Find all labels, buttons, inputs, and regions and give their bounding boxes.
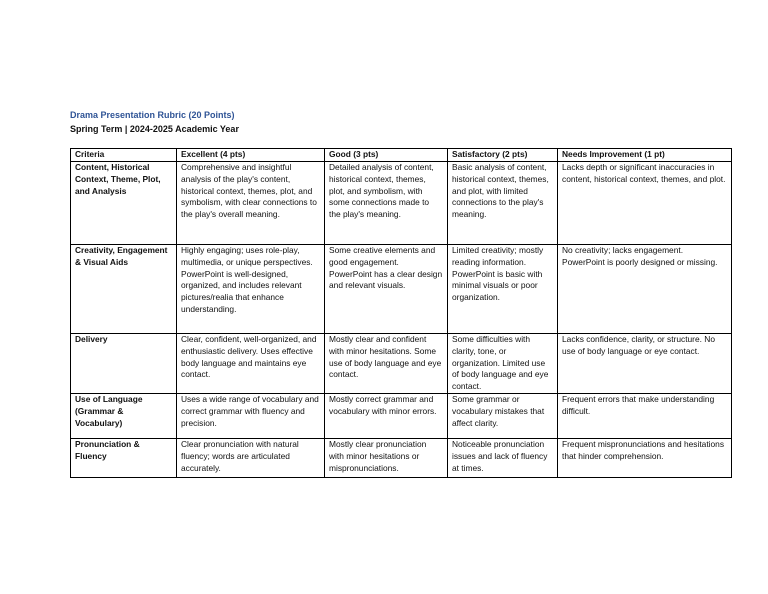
document-subtitle: Spring Term | 2024-2025 Academic Year: [70, 124, 239, 134]
criteria-cell: Pronunciation & Fluency: [71, 439, 177, 478]
header-good: Good (3 pts): [325, 149, 448, 162]
criteria-cell: Content, Historical Context, Theme, Plot, and Analysis: [71, 162, 177, 245]
header-needs-improvement: Needs Improvement (1 pt): [558, 149, 732, 162]
excellent-cell: Clear pronunciation with natural fluency; words are articulated accurately.: [177, 439, 325, 478]
satisfactory-cell: Limited creativity; mostly reading information. PowerPoint is basic with minimal visuals or poor organization.: [448, 245, 558, 334]
criteria-cell: Use of Language (Grammar & Vocabulary): [71, 394, 177, 439]
rubric-table: [70, 148, 732, 478]
table-header-row: [71, 149, 732, 162]
needs-improvement-cell: Frequent mispronunciations and hesitations that hinder comprehension.: [558, 439, 732, 478]
table-row: [71, 394, 732, 439]
good-cell: Detailed analysis of content, historical context, themes, plot, and symbolism, with some connections made to the play's meaning.: [325, 162, 448, 245]
excellent-cell: Comprehensive and insightful analysis of the play's content, historical context, themes, plot, and symbolism, with clear connections to the play's overall meaning.: [177, 162, 325, 245]
good-cell: Mostly correct grammar and vocabulary with minor errors.: [325, 394, 448, 439]
header-criteria: Criteria: [71, 149, 177, 162]
table-row: [71, 162, 732, 245]
needs-improvement-cell: Frequent errors that make understanding difficult.: [558, 394, 732, 439]
excellent-cell: Highly engaging; uses role-play, multimedia, or unique perspectives. PowerPoint is well-designed, organized, and includes relevant pictures/realia that enhance understanding.: [177, 245, 325, 334]
document-title: Drama Presentation Rubric (20 Points): [70, 110, 235, 120]
table-row: [71, 245, 732, 334]
satisfactory-cell: Noticeable pronunciation issues and lack of fluency at times.: [448, 439, 558, 478]
header-excellent: Excellent (4 pts): [177, 149, 325, 162]
table-row: [71, 334, 732, 394]
satisfactory-cell: Basic analysis of content, historical context, themes, and plot, with limited connections to the play's meaning.: [448, 162, 558, 245]
excellent-cell: Uses a wide range of vocabulary and correct grammar with fluency and precision.: [177, 394, 325, 439]
header-satisfactory: Satisfactory (2 pts): [448, 149, 558, 162]
good-cell: Mostly clear and confident with minor hesitations. Some use of body language and eye contact.: [325, 334, 448, 394]
needs-improvement-cell: No creativity; lacks engagement. PowerPoint is poorly designed or missing.: [558, 245, 732, 334]
good-cell: Mostly clear pronunciation with minor hesitations or mispronunciations.: [325, 439, 448, 478]
satisfactory-cell: Some grammar or vocabulary mistakes that affect clarity.: [448, 394, 558, 439]
needs-improvement-cell: Lacks depth or significant inaccuracies in content, historical context, themes, and plot.: [558, 162, 732, 245]
table-row: [71, 439, 732, 478]
good-cell: Some creative elements and good engagement. PowerPoint has a clear design and relevant visuals.: [325, 245, 448, 334]
needs-improvement-cell: Lacks confidence, clarity, or structure. No use of body language or eye contact.: [558, 334, 732, 394]
satisfactory-cell: Some difficulties with clarity, tone, or organization. Limited use of body language and eye contact.: [448, 334, 558, 394]
excellent-cell: Clear, confident, well-organized, and enthusiastic delivery. Uses effective body language and maintains eye contact.: [177, 334, 325, 394]
criteria-cell: Delivery: [71, 334, 177, 394]
criteria-cell: Creativity, Engagement & Visual Aids: [71, 245, 177, 334]
